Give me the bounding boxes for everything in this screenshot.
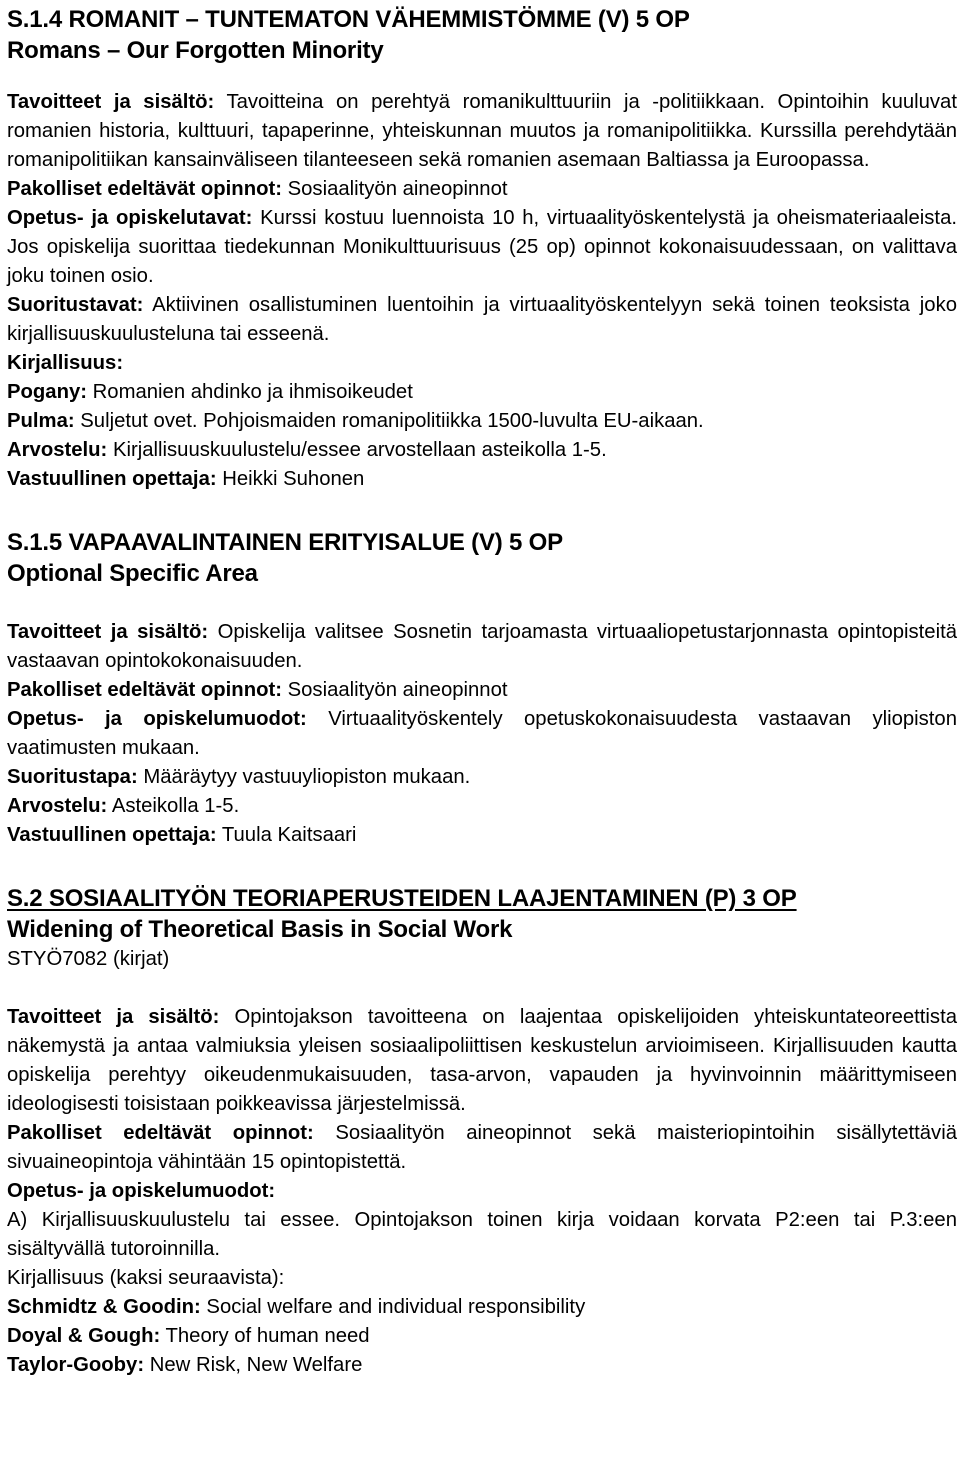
- goals-paragraph: [7, 88, 957, 175]
- option-a: A) Kirjallisuuskuulustelu tai essee. Opintojakson toinen kirja voidaan korvata P2:een tai P.3:een sisältyvällä tutoroinnilla.: [7, 1209, 957, 1260]
- completion-label: Suoritustavat:: [7, 294, 144, 316]
- section-title-en: Romans – Our Forgotten Minority: [7, 37, 384, 64]
- teaching-heading: Opetus- ja opiskelumuodot:: [7, 1180, 276, 1202]
- document-page: [7, 4, 957, 1380]
- prereq-paragraph: [7, 175, 957, 204]
- prereq-paragraph: Pakolliset edeltävät opinnot: Sosiaalityön aineopinnot: [7, 679, 508, 701]
- teaching-paragraph: Opetus- ja opiskelumuodot: Virtuaalityöskentely opetuskokonaisuudesta vastaavan yliopiston vaatimusten mukaan.: [7, 708, 957, 759]
- goals-paragraph: Tavoitteet ja sisältö: Opintojakson tavoitteena on laajentaa opiskelijoiden yhteiskuntateoreettista näkemystä ja antaa valmiuksia yleisen sosiaalipoliittisen keskustelun arvioimiseen. Kirjallisuuden kautta opiskelija perehtyy oikeudenmukaisuuden, tasa-arvon, vapauden ja hyvinvoinnin määrittymiseen ideologisesti toisistaan poikkeavissa järjestelmissä.: [7, 1006, 957, 1115]
- completion-text: Aktiivinen osallistuminen luentoihin ja virtuaalityöskentelyyn sekä toinen teoksista joko kirjallisuuskuulusteluna tai esseenä.: [7, 294, 958, 345]
- prereq-label: Pakolliset edeltävät opinnot:: [7, 178, 282, 200]
- teaching-paragraph: [7, 204, 957, 291]
- book-item: Taylor-Gooby: New Risk, New Welfare: [7, 1354, 363, 1376]
- completion-paragraph: [7, 291, 957, 349]
- literature-heading: Kirjallisuus:: [7, 352, 124, 374]
- literature-heading: Kirjallisuus (kaksi seuraavista):: [7, 1267, 285, 1289]
- section-title-en: Optional Specific Area: [7, 560, 258, 587]
- grading-line: Arvostelu: Asteikolla 1-5.: [7, 795, 240, 817]
- section-title-fi: S.2 SOSIAALITYÖN TEORIAPERUSTEIDEN LAAJENTAMINEN (P) 3 OP: [7, 885, 797, 912]
- prereq-paragraph: Pakolliset edeltävät opinnot: Sosiaalityön aineopinnot sekä maisteriopintoihin sisällytettäviä sivuaineopintoja vähintään 15 opintopistettä.: [7, 1122, 957, 1173]
- section-title-en: Widening of Theoretical Basis in Social Work: [7, 916, 513, 943]
- book-item: Schmidtz & Goodin: Social welfare and individual responsibility: [7, 1296, 586, 1318]
- grading-line: Arvostelu: Kirjallisuuskuulustelu/essee arvostellaan asteikolla 1-5.: [7, 439, 607, 461]
- teaching-text: Kurssi kostuu luennoista 10 h, virtuaalityöskentelystä ja oheismateriaaleista. Jos opiskelija suorittaa tiedekunnan Monikulttuurisuus (25 op) opinnot kokonaisuudessaan, on valittava joku toinen osio.: [7, 207, 957, 287]
- course-code: STYÖ7082 (kirjat): [7, 948, 170, 970]
- prereq-text: Sosiaalityön aineopinnot: [287, 178, 508, 200]
- section-title-fi: S.1.5 VAPAAVALINTAINEN ERITYISALUE (V) 5 OP: [7, 529, 563, 556]
- goals-text: Tavoitteina on perehtyä romanikulttuuriin ja -politiikkaan. Opintoihin kuuluvat romanien historia, kulttuuri, tapaperinne, yhteiskunnan muutos ja romanipolitiikka. Kurssilla perehdytään romanipolitiikan kansainväliseen tilanteeseen sekä romanien asemaan Baltiassa ja Euroopassa.: [7, 91, 957, 171]
- teacher-line: Vastuullinen opettaja: Heikki Suhonen: [7, 468, 365, 490]
- completion-line: Suoritustapa: Määräytyy vastuuyliopiston mukaan.: [7, 766, 471, 788]
- literature-item: Pulma: Suljetut ovet. Pohjoismaiden romanipolitiikka 1500-luvulta EU-aikaan.: [7, 410, 704, 432]
- section-title-fi: S.1.4 ROMANIT – TUNTEMATON VÄHEMMISTÖMME (V) 5 OP: [7, 6, 690, 33]
- literature-item: Pogany: Romanien ahdinko ja ihmisoikeudet: [7, 381, 413, 403]
- goals-paragraph: Tavoitteet ja sisältö: Opiskelija valitsee Sosnetin tarjoamasta virtuaaliopetustarjonnasta opintopisteitä vastaavan opintokokonaisuuden.: [7, 621, 958, 672]
- teaching-label: Opetus- ja opiskelutavat:: [7, 207, 253, 229]
- book-item: Doyal & Gough: Theory of human need: [7, 1325, 370, 1347]
- goals-label: Tavoitteet ja sisältö:: [7, 91, 215, 113]
- teacher-line: Vastuullinen opettaja: Tuula Kaitsaari: [7, 824, 357, 846]
